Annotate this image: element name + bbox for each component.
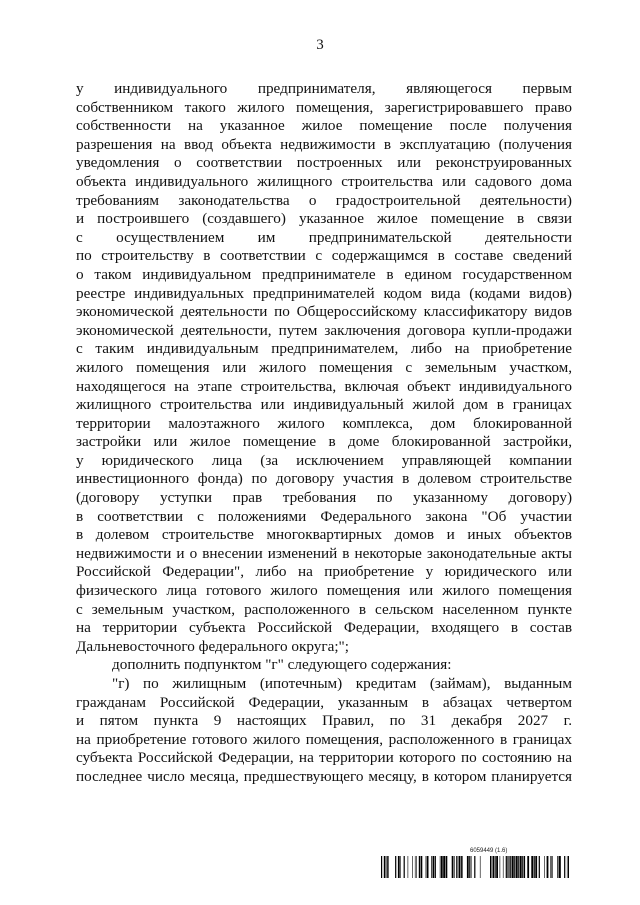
text-line: и пятом пункта 9 настоящих Правил, по 31 декабря 2027 г. <box>76 712 572 730</box>
document-body <box>76 80 572 787</box>
text-line: жилого помещения или жилого помещения с земельным участком, <box>76 358 572 376</box>
barcode <box>381 856 569 878</box>
text-line: последнее число месяца, предшествующего месяцу, в котором планируется <box>76 767 572 785</box>
text-line: у индивидуального предпринимателя, являющегося первым <box>76 80 572 97</box>
text-line: с осуществлением им предпринимательской деятельности <box>76 228 572 246</box>
text-line: экономической деятельности по Общероссийскому классификатору видов <box>76 303 572 321</box>
text-line: разрешения на ввод объекта недвижимости в эксплуатацию (получения <box>76 135 572 153</box>
text-line: на территории субъекта Российской Федерации, входящего в состав <box>76 619 572 637</box>
text-line: гражданам Российской Федерации, указанным в абзацах четвертом <box>76 693 572 711</box>
text-line: о таком индивидуальном предпринимателе в едином государственном <box>76 265 572 283</box>
text-line: требованиям законодательства о градостроительной деятельности) <box>76 191 572 209</box>
text-line: территории малоэтажного жилого комплекса, дом блокированной <box>76 414 572 432</box>
text-line: недвижимости и о внесении изменений в некоторые законодательные акты <box>76 544 572 562</box>
text-line: и построившего (создавшего) указанное жилое помещение в связи <box>76 210 572 228</box>
text-line: объекта индивидуального жилищного строительства или садового дома <box>76 172 572 190</box>
text-line: в соответствии с положениями Федерального закона "Об участии <box>76 507 572 525</box>
page-number: 3 <box>316 37 324 53</box>
text-line: Российской Федерации", либо на приобретение у юридического или <box>76 563 572 581</box>
text-line: застройки или жилое помещение в доме блокированной застройки, <box>76 433 572 451</box>
text-line: с таким индивидуальным предпринимателем, либо на приобретение <box>76 340 572 358</box>
text-line: на приобретение готового жилого помещения, расположенного в границах <box>76 730 572 748</box>
text-line: собственности на указанное жилое помещение после получения <box>76 117 572 135</box>
text-line: с земельным участком, расположенного в сельском населенном пункте <box>76 600 572 618</box>
text-line: субъекта Российской Федерации, на территории которого по состоянию на <box>76 749 572 767</box>
text-line: собственником такого жилого помещения, зарегистрировавшего право <box>76 98 572 116</box>
text-line: "г) по жилищным (ипотечным) кредитам (займам), выданным <box>112 675 572 692</box>
text-line: реестре индивидуальных предпринимателей кодом вида (кодами видов) <box>76 284 572 302</box>
text-line: Дальневосточного федерального округа;"; <box>76 637 349 655</box>
text-line: уведомления о соответствии построенных или реконструированных <box>76 154 572 172</box>
text-line: экономической деятельности, путем заключения договора купли-продажи <box>76 321 572 339</box>
text-line: жилищного строительства или индивидуальный жилой дом в границах <box>76 396 572 414</box>
document-code: 6059449 (1.6) <box>470 848 508 854</box>
text-line: дополнить подпунктом "г" следующего содержания: <box>112 656 452 674</box>
text-line: находящегося на этапе строительства, включая объект индивидуального <box>76 377 572 395</box>
text-line: инвестиционного фонда) по договору участия в долевом строительстве <box>76 470 572 488</box>
text-line: физического лица готового жилого помещения или жилого помещения <box>76 582 572 600</box>
text-line: (договору уступки прав требования по указанному договору) <box>76 489 572 507</box>
text-line: у юридического лица (за исключением управляющей компании <box>76 451 572 469</box>
text-line: по строительству в соответствии с содержащимся в составе сведений <box>76 247 572 265</box>
text-line: в долевом строительстве многоквартирных домов и иных объектов <box>76 526 572 544</box>
